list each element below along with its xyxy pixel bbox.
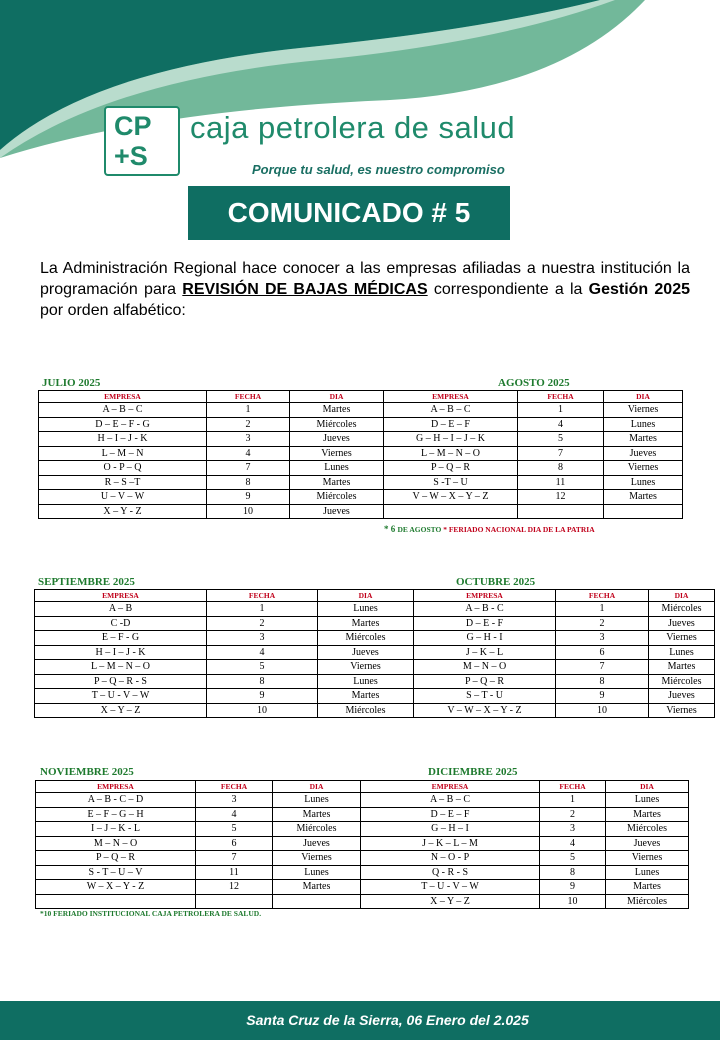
cell-empresa: P – Q – R - S	[35, 674, 207, 689]
cell-fecha: 11	[196, 865, 273, 880]
cell-fecha: 2	[207, 616, 318, 631]
note-agosto-marker: * 6	[384, 524, 398, 534]
cell-fecha: 4	[196, 807, 273, 822]
cell-dia: Miércoles	[290, 490, 384, 505]
cell-dia: Martes	[606, 807, 689, 822]
table-row	[39, 490, 683, 505]
cell-dia: Jueves	[290, 432, 384, 447]
cell-empresa	[36, 894, 196, 909]
footer-location-date: Santa Cruz de la Sierra, 06 Enero del 2.025	[246, 1012, 529, 1028]
month-label-agosto: AGOSTO 2025	[498, 377, 570, 389]
cell-dia: Martes	[606, 880, 689, 895]
cell-fecha: 1	[518, 403, 604, 418]
cell-fecha: 7	[518, 446, 604, 461]
cell-fecha: 12	[518, 490, 604, 505]
cell-empresa: A – B - C – D	[36, 793, 196, 808]
cell-fecha: 9	[556, 689, 649, 704]
intro-paragraph	[40, 258, 690, 321]
cell-fecha: 6	[556, 645, 649, 660]
cell-dia: Martes	[649, 660, 715, 675]
logo-letters-bottom: +S	[114, 141, 148, 171]
cell-empresa: J – K – L	[414, 645, 556, 660]
cell-dia: Lunes	[318, 602, 414, 617]
cell-empresa: L – M – N	[39, 446, 207, 461]
table-row	[35, 703, 715, 718]
table-row	[39, 475, 683, 490]
table-row	[36, 836, 689, 851]
cell-dia: Martes	[604, 490, 683, 505]
cell-dia: Jueves	[318, 645, 414, 660]
table-header-row	[35, 590, 715, 602]
table-row	[36, 822, 689, 837]
cell-dia: Miércoles	[290, 417, 384, 432]
cell-empresa: E – F - G	[35, 631, 207, 646]
intro-gestion: Gestión 2025	[588, 281, 690, 298]
cell-dia: Lunes	[318, 674, 414, 689]
cell-empresa: Q - R - S	[361, 865, 540, 880]
cell-dia: Jueves	[290, 504, 384, 519]
cell-dia: Martes	[273, 880, 361, 895]
table-row	[36, 807, 689, 822]
table-row	[36, 880, 689, 895]
cell-empresa: V – W – X – Y – Z	[384, 490, 518, 505]
schedule-table-septiembre-octubre	[34, 589, 715, 718]
note-agosto-text: * FERIADO NACIONAL DIA DE LA PATRIA	[441, 525, 595, 534]
logo-letters-top: CP	[114, 111, 152, 141]
cell-dia: Miércoles	[318, 703, 414, 718]
cell-fecha: 8	[207, 674, 318, 689]
table-header-row	[36, 781, 689, 793]
cell-empresa: W – X – Y - Z	[36, 880, 196, 895]
cell-fecha: 4	[518, 417, 604, 432]
column-header-empresa: EMPRESA	[36, 781, 196, 793]
cell-dia: Lunes	[273, 793, 361, 808]
cell-empresa: C -D	[35, 616, 207, 631]
table-row	[39, 446, 683, 461]
column-header-dia: DIA	[604, 391, 683, 403]
cell-empresa	[384, 504, 518, 519]
table-row	[36, 894, 689, 909]
table-row	[36, 851, 689, 866]
cell-fecha: 5	[196, 822, 273, 837]
cell-fecha: 5	[540, 851, 606, 866]
cell-empresa: I – J – K - L	[36, 822, 196, 837]
column-header-dia: DIA	[290, 391, 384, 403]
cell-empresa: S -T – U	[384, 475, 518, 490]
cell-fecha: 1	[556, 602, 649, 617]
cell-empresa: M – N – O	[414, 660, 556, 675]
cell-empresa: X – Y - Z	[39, 504, 207, 519]
communique-title: COMUNICADO # 5	[188, 186, 510, 240]
cell-empresa: V – W – X – Y - Z	[414, 703, 556, 718]
column-header-fecha: FECHA	[207, 590, 318, 602]
cell-dia: Lunes	[290, 461, 384, 476]
cell-fecha: 3	[207, 432, 290, 447]
cell-empresa: A – B – C	[361, 793, 540, 808]
footer-bar	[0, 1001, 720, 1040]
cell-dia: Martes	[318, 616, 414, 631]
cell-dia: Viernes	[606, 851, 689, 866]
table-row	[35, 616, 715, 631]
cell-empresa: G – H – I	[361, 822, 540, 837]
cell-dia: Martes	[318, 689, 414, 704]
cell-empresa: O - P – Q	[39, 461, 207, 476]
cell-fecha	[196, 894, 273, 909]
cell-fecha: 3	[196, 793, 273, 808]
table-row	[39, 403, 683, 418]
cell-empresa: S - T – U – V	[36, 865, 196, 880]
column-header-empresa: EMPRESA	[35, 590, 207, 602]
cell-dia: Miércoles	[318, 631, 414, 646]
cell-fecha: 11	[518, 475, 604, 490]
cell-dia: Viernes	[649, 703, 715, 718]
month-label-noviembre: NOVIEMBRE 2025	[40, 766, 134, 778]
cell-fecha: 4	[207, 645, 318, 660]
cell-empresa: A – B	[35, 602, 207, 617]
cell-dia: Miércoles	[606, 822, 689, 837]
month-label-diciembre: DICIEMBRE 2025	[428, 766, 518, 778]
cell-empresa: P – Q – R	[36, 851, 196, 866]
cell-fecha: 5	[518, 432, 604, 447]
cell-fecha: 9	[207, 689, 318, 704]
cell-empresa: G – H – I – J – K	[384, 432, 518, 447]
cell-fecha: 8	[207, 475, 290, 490]
cell-empresa: D – E – F	[361, 807, 540, 822]
month-label-septiembre: SEPTIEMBRE 2025	[38, 576, 135, 588]
cell-empresa: A – B – C	[384, 403, 518, 418]
cell-fecha: 7	[207, 461, 290, 476]
cell-fecha: 4	[540, 836, 606, 851]
brand-name: caja petrolera de salud	[190, 110, 516, 145]
schedule-table-julio-agosto	[38, 390, 683, 519]
column-header-dia: DIA	[649, 590, 715, 602]
month-label-julio: JULIO 2025	[42, 377, 101, 389]
column-header-dia: DIA	[606, 781, 689, 793]
table-row	[39, 504, 683, 519]
cell-empresa: R – S –T	[39, 475, 207, 490]
cell-fecha: 7	[556, 660, 649, 675]
cell-fecha: 1	[207, 403, 290, 418]
table-row	[35, 660, 715, 675]
table-header-row	[39, 391, 683, 403]
cell-empresa: G – H - I	[414, 631, 556, 646]
cell-empresa: U – V – W	[39, 490, 207, 505]
cell-dia: Jueves	[604, 446, 683, 461]
cell-dia: Viernes	[649, 631, 715, 646]
cell-empresa: S – T - U	[414, 689, 556, 704]
cell-empresa: H – I – J - K	[39, 432, 207, 447]
cell-dia: Miércoles	[606, 894, 689, 909]
note-agosto-feriado	[384, 524, 595, 534]
column-header-fecha: FECHA	[518, 391, 604, 403]
note-agosto-day: DE AGOSTO	[397, 525, 442, 534]
cell-empresa: A – B - C	[414, 602, 556, 617]
cell-dia: Lunes	[606, 865, 689, 880]
cell-fecha: 2	[556, 616, 649, 631]
cell-fecha	[518, 504, 604, 519]
cell-dia: Martes	[604, 432, 683, 447]
cell-fecha: 12	[196, 880, 273, 895]
cell-dia: Martes	[290, 475, 384, 490]
cell-fecha: 10	[207, 703, 318, 718]
cell-dia: Viernes	[604, 403, 683, 418]
cell-dia	[273, 894, 361, 909]
cell-dia: Viernes	[273, 851, 361, 866]
column-header-empresa: EMPRESA	[414, 590, 556, 602]
intro-text-3: por orden alfabético:	[40, 302, 186, 319]
table-row	[39, 417, 683, 432]
table-row	[35, 631, 715, 646]
column-header-empresa: EMPRESA	[39, 391, 207, 403]
cell-empresa: D – E – F - G	[39, 417, 207, 432]
cell-fecha: 10	[207, 504, 290, 519]
column-header-fecha: FECHA	[196, 781, 273, 793]
schedule-table-noviembre-diciembre	[35, 780, 689, 909]
cell-fecha: 4	[207, 446, 290, 461]
cell-dia: Lunes	[273, 865, 361, 880]
cell-empresa: T – U - V – W	[35, 689, 207, 704]
cell-empresa: L – M – N – O	[35, 660, 207, 675]
cell-fecha: 7	[196, 851, 273, 866]
intro-text-1: La Administración Regional hace conocer a las empresas afiliadas a nuestra institución la programación para	[40, 260, 690, 298]
cell-dia: Jueves	[649, 689, 715, 704]
cell-empresa: H – I – J - K	[35, 645, 207, 660]
cell-empresa: E – F – G – H	[36, 807, 196, 822]
table-row	[35, 689, 715, 704]
cell-empresa: L – M – N – O	[384, 446, 518, 461]
cell-empresa: D – E – F	[384, 417, 518, 432]
cell-fecha: 8	[540, 865, 606, 880]
cell-dia: Lunes	[649, 645, 715, 660]
cell-empresa: X – Y – Z	[35, 703, 207, 718]
column-header-empresa: EMPRESA	[361, 781, 540, 793]
cell-fecha: 3	[207, 631, 318, 646]
cell-fecha: 5	[207, 660, 318, 675]
cell-dia: Viernes	[290, 446, 384, 461]
cell-dia: Lunes	[606, 793, 689, 808]
intro-highlight: REVISIÓN DE BAJAS MÉDICAS	[182, 281, 428, 298]
note-noviembre-feriado: *10 FERIADO INSTITUCIONAL CAJA PETROLERA DE SALUD.	[40, 909, 262, 918]
cell-dia: Lunes	[604, 417, 683, 432]
table-row	[39, 461, 683, 476]
cell-empresa: X – Y – Z	[361, 894, 540, 909]
cps-logo	[104, 106, 180, 176]
cell-fecha: 8	[556, 674, 649, 689]
table-row	[39, 432, 683, 447]
cell-fecha: 1	[540, 793, 606, 808]
table-row	[36, 793, 689, 808]
cell-fecha: 3	[540, 822, 606, 837]
cell-dia: Miércoles	[649, 674, 715, 689]
cell-fecha: 1	[207, 602, 318, 617]
cell-fecha: 3	[556, 631, 649, 646]
cell-fecha: 9	[540, 880, 606, 895]
cell-fecha: 10	[540, 894, 606, 909]
column-header-fecha: FECHA	[207, 391, 290, 403]
column-header-dia: DIA	[273, 781, 361, 793]
cell-empresa: A – B – C	[39, 403, 207, 418]
cell-empresa: D – E - F	[414, 616, 556, 631]
column-header-fecha: FECHA	[540, 781, 606, 793]
table-row	[36, 865, 689, 880]
cell-empresa: N – O - P	[361, 851, 540, 866]
cell-empresa: P – Q – R	[414, 674, 556, 689]
cell-empresa: J – K – L – M	[361, 836, 540, 851]
cell-dia: Viernes	[604, 461, 683, 476]
brand-slogan: Porque tu salud, es nuestro compromiso	[252, 162, 505, 177]
column-header-empresa: EMPRESA	[384, 391, 518, 403]
cell-dia: Martes	[273, 807, 361, 822]
cell-empresa: T – U - V – W	[361, 880, 540, 895]
cell-empresa: M – N – O	[36, 836, 196, 851]
cell-fecha: 10	[556, 703, 649, 718]
cell-dia: Viernes	[318, 660, 414, 675]
cell-fecha: 2	[207, 417, 290, 432]
cell-dia	[604, 504, 683, 519]
cell-dia: Jueves	[649, 616, 715, 631]
cell-fecha: 6	[196, 836, 273, 851]
cell-empresa: P – Q – R	[384, 461, 518, 476]
cell-fecha: 8	[518, 461, 604, 476]
cell-fecha: 2	[540, 807, 606, 822]
intro-text-2: correspondiente a la	[427, 281, 589, 298]
table-row	[35, 674, 715, 689]
cell-dia: Jueves	[273, 836, 361, 851]
cell-dia: Miércoles	[273, 822, 361, 837]
table-row	[35, 602, 715, 617]
month-label-octubre: OCTUBRE 2025	[456, 576, 536, 588]
cell-dia: Miércoles	[649, 602, 715, 617]
cell-fecha: 9	[207, 490, 290, 505]
column-header-dia: DIA	[318, 590, 414, 602]
cell-dia: Martes	[290, 403, 384, 418]
cell-dia: Lunes	[604, 475, 683, 490]
cell-dia: Jueves	[606, 836, 689, 851]
column-header-fecha: FECHA	[556, 590, 649, 602]
table-row	[35, 645, 715, 660]
